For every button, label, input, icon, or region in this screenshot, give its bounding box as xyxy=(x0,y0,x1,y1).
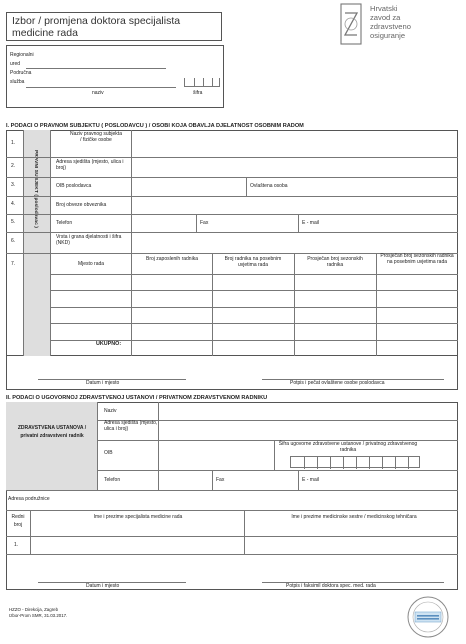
authorized-person-label: Ovlaštena osoba xyxy=(250,183,288,189)
row-num-4: 4. xyxy=(11,201,16,207)
contract-code-label: Šifra ugovorne zdravstvene ustanove / privatnog zdravstvenog radnika xyxy=(278,441,418,453)
institution-address-field[interactable] xyxy=(159,421,457,439)
row-num-7: 7. xyxy=(11,261,16,267)
regional-office-label: Regionalni xyxy=(10,52,34,58)
employer-oib-field[interactable] xyxy=(132,178,245,195)
col-employees: Broj zaposlenih radnika xyxy=(146,256,198,262)
legal-entity-address-field[interactable] xyxy=(132,158,457,176)
staff-row-num: 1. xyxy=(14,542,19,548)
section1-date-caption: Datum i mjesto xyxy=(86,380,120,386)
branch-address-field[interactable] xyxy=(60,491,457,509)
logo-text-4: osiguranje xyxy=(370,31,406,40)
section1-signature-box xyxy=(6,356,458,390)
footer-line1: HZZO - Direkcija, Zagreb xyxy=(9,607,59,612)
total-label: UKUPNO: xyxy=(96,341,122,347)
workplace-row-4[interactable] xyxy=(52,324,457,339)
institution-address-label: Adresa sjedišta (mjesto, ulica i broj) xyxy=(104,420,158,432)
certification-seal-icon xyxy=(406,595,450,639)
section2-date-caption: Datum i mjesto xyxy=(86,583,120,589)
obligation-number-label: Broj obveze obveznika xyxy=(56,202,107,208)
row-num-3: 3. xyxy=(11,182,16,188)
institution-name-field[interactable] xyxy=(159,403,457,419)
hzzo-logo-icon xyxy=(340,3,362,45)
regional-office-label-2: ured xyxy=(10,61,21,67)
legal-entity-name-label: Naziv pravnog subjekta / fizičke osobe xyxy=(70,131,122,143)
institution-oib-label: OIB xyxy=(104,450,113,456)
institution-name-label: Naziv xyxy=(104,408,117,414)
fax-label: Fax xyxy=(200,220,209,226)
row-num-1: 1. xyxy=(11,140,16,146)
col-seasonal: Prosječan broj sezonskih radnika xyxy=(307,256,363,268)
col-ordinal: Redni broj xyxy=(11,514,25,528)
office-name-caption: naziv xyxy=(92,90,104,96)
col-workplace: Mjesto rada xyxy=(77,261,105,267)
authorized-person-field[interactable] xyxy=(300,178,457,195)
workplace-row-2[interactable] xyxy=(52,291,457,306)
office-code-caption: šifra xyxy=(193,90,203,96)
form-title-line2: medicine rada xyxy=(12,27,78,39)
workplace-row-1[interactable] xyxy=(52,275,457,290)
logo-text-2: zavod za xyxy=(370,13,401,22)
nurse-name-field[interactable] xyxy=(245,537,457,553)
col-seasonal-special: Prosječan broj sezonskih radnika na posebnim uvjetima rada xyxy=(380,253,454,265)
row-num-6: 6. xyxy=(11,238,16,244)
section2-side-panel xyxy=(6,402,98,490)
form-title-line1: Izbor / promjena doktora specijalista xyxy=(12,15,181,27)
office-box xyxy=(6,45,224,108)
obligation-number-field[interactable] xyxy=(132,197,457,213)
office-code-boxes[interactable] xyxy=(184,78,220,87)
row-num-2: 2. xyxy=(11,163,16,169)
col-special-conditions: Broj radnika na posebnim uvjetima rada xyxy=(224,256,282,268)
doctor-name-field[interactable] xyxy=(31,537,243,553)
section1-signature-caption: Potpis i pečat ovlaštene osobe poslodavca xyxy=(290,380,385,386)
branch-office-label: Područna xyxy=(10,70,32,76)
activity-type-field[interactable] xyxy=(132,233,457,252)
col-nurse-name: Ime i prezime medicinske sestre / medicinskog tehničara xyxy=(291,514,417,520)
branch-office-label-2: služba xyxy=(10,79,25,85)
institution-email-label: E - mail xyxy=(302,477,319,483)
activity-type-label: Vrsta i grana djelatnosti i šifra (NKD) xyxy=(56,234,122,246)
email-label: E - mail xyxy=(302,220,319,226)
institution-oib-field[interactable] xyxy=(159,441,273,469)
col-doctor-name: Ime i prezime specijalista medicine rada xyxy=(93,514,183,520)
legal-entity-name-field[interactable] xyxy=(132,131,457,156)
logo-text-3: zdravstveno xyxy=(370,22,411,31)
section2-signature-caption: Potpis i faksimil doktora spec. med. rada xyxy=(286,583,376,589)
logo-text-1: Hrvatski xyxy=(370,4,398,13)
regional-office-line[interactable] xyxy=(26,68,166,69)
footer-line2: Izbor-Prom SMR, 31.03.2017. xyxy=(9,613,68,618)
row-num-5: 5. xyxy=(11,219,16,225)
phone-label: Telefon xyxy=(56,220,73,226)
section2-side-label: ZDRAVSTVENA USTANOVA / privatni zdravstveni radnik xyxy=(17,425,87,439)
institution-fax-label: Fax xyxy=(216,477,225,483)
branch-address-label: Adresa podružnice xyxy=(8,496,50,502)
institution-phone-label: Telefon xyxy=(104,477,121,483)
contract-code-boxes[interactable] xyxy=(290,456,420,468)
section2-heading: II. PODACI O UGOVORNOJ ZDRAVSTVENOJ USTANOVI / PRIVATNOM ZDRAVSTVENOM RADNIKU xyxy=(6,395,268,401)
section1-heading: I. PODACI O PRAVNOM SUBJEKTU ( POSLODAVCU ) / OSOBI KOJA OBAVLJA DJELATNOST OSOBNIM RADOM xyxy=(6,123,304,129)
employer-oib-label: OIB poslodavca xyxy=(56,183,92,189)
section1-side-label: PRAVNI SUBJEKT ( poslodavac ) xyxy=(33,150,38,228)
branch-office-line[interactable] xyxy=(26,87,176,88)
workplace-row-3[interactable] xyxy=(52,308,457,323)
legal-entity-address-label: Adresa sjedišta (mjesto, ulica i broj) xyxy=(56,159,124,171)
